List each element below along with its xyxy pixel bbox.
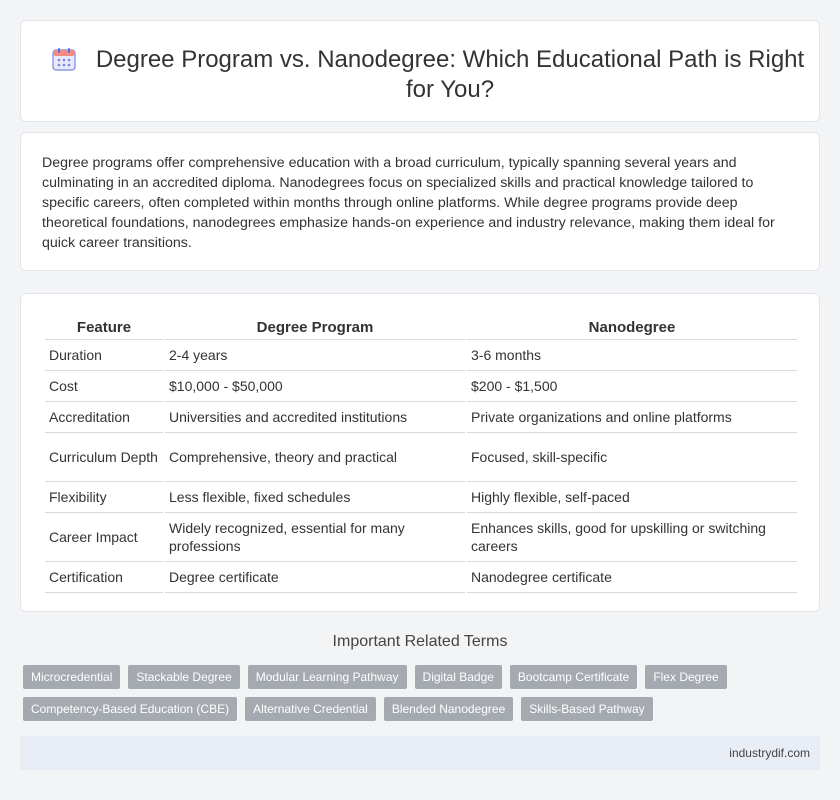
table-header-row	[45, 314, 797, 340]
row-degree-value: $10,000 - $50,000	[165, 371, 465, 402]
related-term-tag[interactable]: Competency-Based Education (CBE)	[23, 697, 237, 721]
row-degree-value: Widely recognized, essential for many professions	[165, 513, 465, 562]
row-degree-value: Comprehensive, theory and practical	[165, 433, 465, 482]
column-header-nanodegree: Nanodegree	[467, 314, 797, 340]
table-row	[45, 340, 797, 371]
table-row	[45, 562, 797, 593]
related-term-tag[interactable]: Bootcamp Certificate	[510, 665, 637, 689]
comparison-card	[20, 293, 820, 612]
row-nanodegree-value: Nanodegree certificate	[467, 562, 797, 593]
related-term-tag[interactable]: Stackable Degree	[128, 665, 239, 689]
row-nanodegree-value: Private organizations and online platforms	[467, 402, 797, 433]
row-feature: Career Impact	[45, 513, 163, 562]
row-degree-value: 2-4 years	[165, 340, 465, 371]
row-feature: Accreditation	[45, 402, 163, 433]
table-row	[45, 402, 797, 433]
title-card	[20, 20, 820, 122]
related-term-tag[interactable]: Modular Learning Pathway	[248, 665, 407, 689]
row-feature: Flexibility	[45, 482, 163, 513]
row-feature: Duration	[45, 340, 163, 371]
footer-site-link[interactable]: industrydif.com	[729, 746, 810, 760]
related-term-tag[interactable]: Digital Badge	[415, 665, 502, 689]
row-degree-value: Less flexible, fixed schedules	[165, 482, 465, 513]
calendar-icon	[51, 46, 77, 72]
related-term-tag[interactable]: Alternative Credential	[245, 697, 376, 721]
comparison-table	[43, 314, 799, 593]
row-nanodegree-value: Highly flexible, self-paced	[467, 482, 797, 513]
row-feature: Cost	[45, 371, 163, 402]
related-terms-heading: Important Related Terms	[332, 633, 508, 650]
footer	[20, 736, 820, 770]
row-degree-value: Degree certificate	[165, 562, 465, 593]
intro-card	[20, 132, 820, 271]
column-header-feature: Feature	[45, 314, 163, 340]
column-header-degree-program: Degree Program	[165, 314, 465, 340]
row-degree-value: Universities and accredited institutions	[165, 402, 465, 433]
table-row	[45, 482, 797, 513]
intro-paragraph: Degree programs offer comprehensive education with a broad curriculum, typically spanning several years and culminating in an accredited diploma. Nanodegrees focus on specialized skills and practical knowledge tailored to specific careers, often completed within months through online platforms. While degree programs provide deep theoretical foundations, nanodegrees emphasize hands-on experience and industry relevance, making them ideal for quick career transitions.	[42, 155, 775, 251]
row-nanodegree-value: $200 - $1,500	[467, 371, 797, 402]
related-terms-list	[23, 665, 763, 721]
table-row	[45, 433, 797, 482]
row-nanodegree-value: Focused, skill-specific	[467, 433, 797, 482]
row-feature: Curriculum Depth	[45, 433, 163, 482]
related-term-tag[interactable]: Skills-Based Pathway	[521, 697, 652, 721]
row-nanodegree-value: 3-6 months	[467, 340, 797, 371]
page-title: Degree Program vs. Nanodegree: Which Educational Path is Right for You?	[95, 46, 805, 103]
row-nanodegree-value: Enhances skills, good for upskilling or switching careers	[467, 513, 797, 562]
related-term-tag[interactable]: Microcredential	[23, 665, 120, 689]
row-feature: Certification	[45, 562, 163, 593]
related-term-tag[interactable]: Blended Nanodegree	[384, 697, 513, 721]
table-row	[45, 371, 797, 402]
related-term-tag[interactable]: Flex Degree	[645, 665, 726, 689]
table-row	[45, 513, 797, 562]
